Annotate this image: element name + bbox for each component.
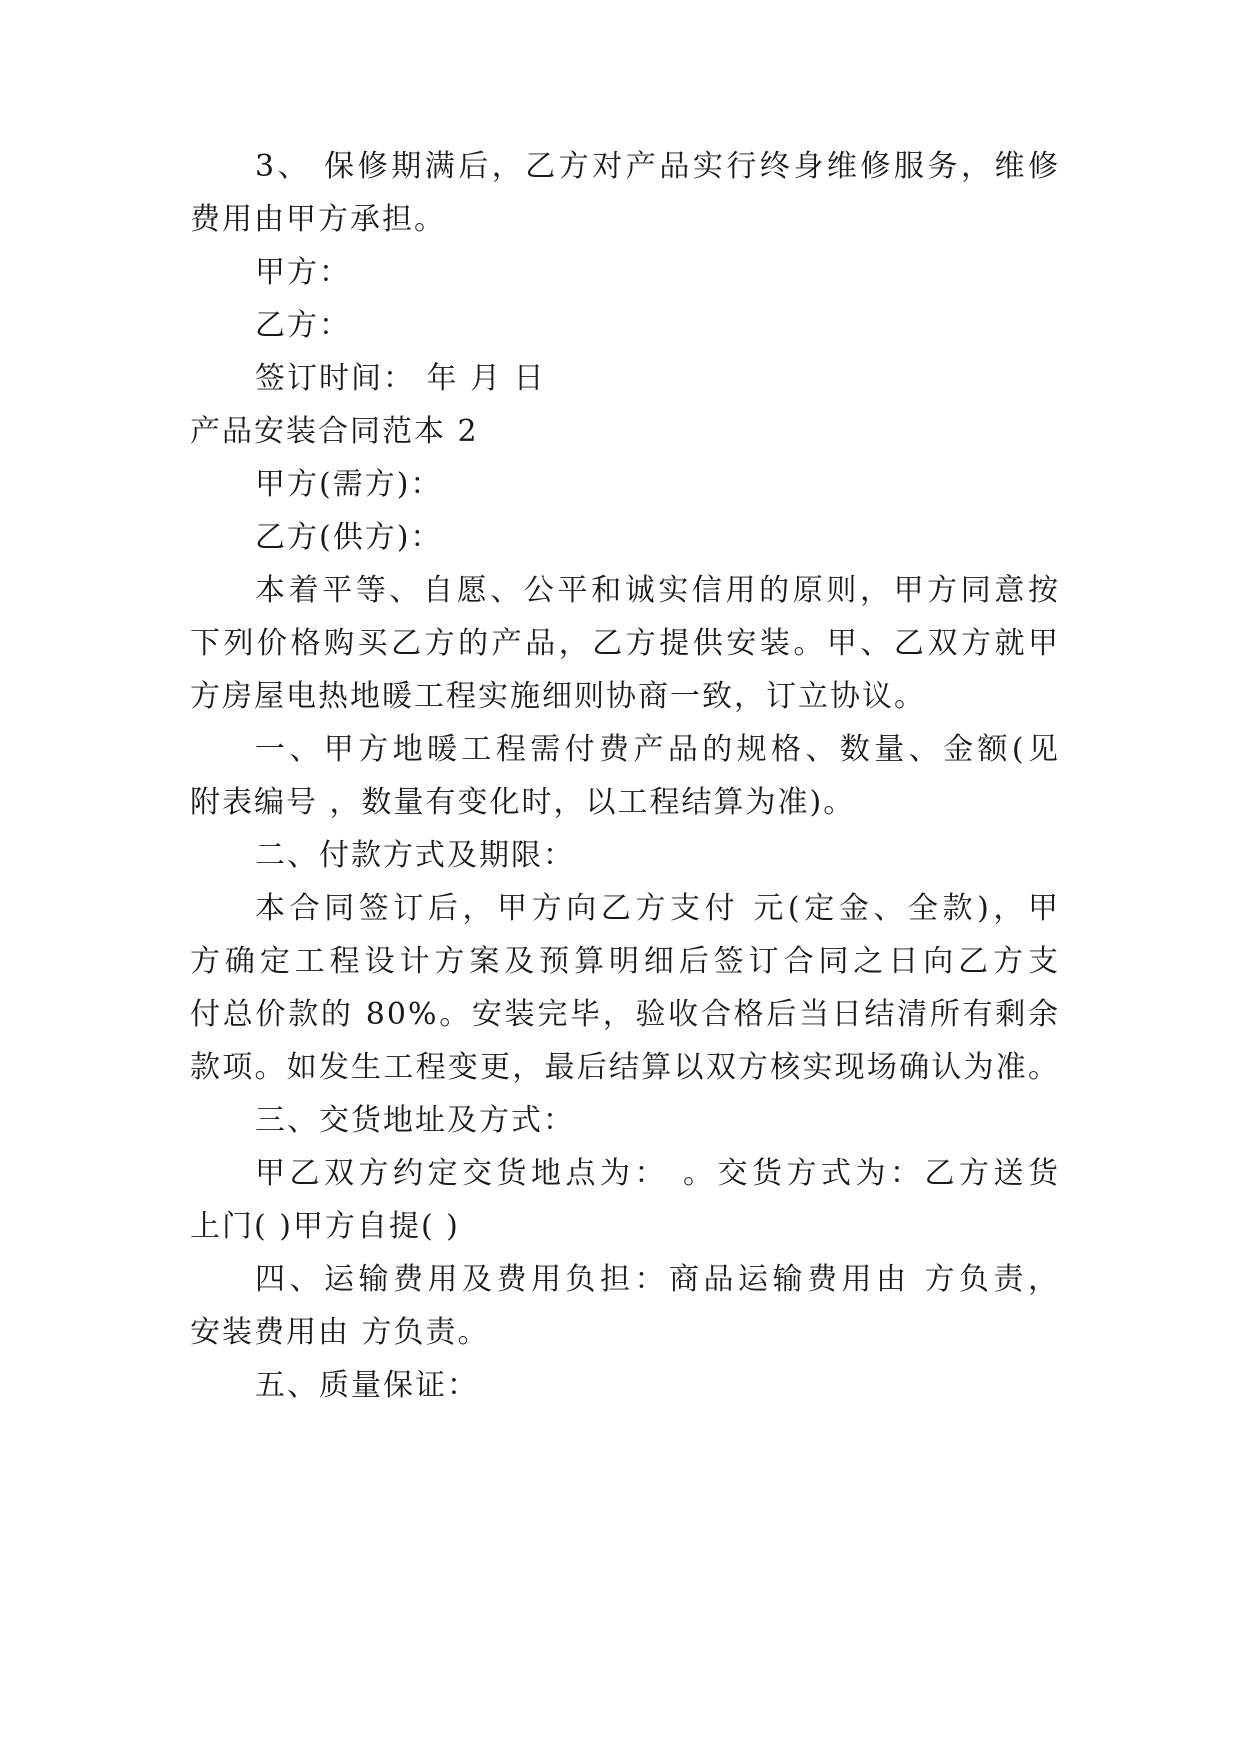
text-line: 甲乙双方约定交货地点为： 。交货方式为：乙方送货 [255, 1156, 1060, 1191]
text-line: 签订时间： 年 月 日 [255, 361, 546, 396]
text-line: 本着平等、自愿、公平和诚实信用的原则，甲方同意按 [255, 573, 1060, 608]
text-line: 二、付款方式及期限： [255, 838, 575, 873]
text-line: 3、 保修期满后，乙方对产品实行终身维修服务，维修 [255, 149, 1060, 184]
text-line: 上门( )甲方自提( ) [190, 1209, 460, 1244]
text-line: 方房屋电热地暖工程实施细则协商一致，订立协议。 [190, 679, 926, 714]
section-heading: 产品安装合同范本 2 [190, 414, 479, 449]
text-line: 方确定工程设计方案及预算明细后签订合同之日向乙方支 [190, 944, 1060, 979]
text-line: 附表编号 ，数量有变化时，以工程结算为准)。 [190, 785, 856, 820]
text-line: 甲方： [255, 255, 351, 290]
text-line: 安装费用由 方负责。 [190, 1315, 490, 1350]
text-line: 乙方： [255, 308, 351, 343]
text-line: 费用由甲方承担。 [190, 202, 446, 237]
text-line: 五、质量保证： [255, 1368, 479, 1403]
text-line: 本合同签订后，甲方向乙方支付 元(定金、全款)，甲 [255, 891, 1060, 926]
text-line: 甲方(需方)： [255, 467, 443, 502]
text-line: 一、甲方地暖工程需付费产品的规格、数量、金额(见 [255, 732, 1060, 767]
text-line: 付总价款的 80%。安装完毕，验收合格后当日结清所有剩余 [190, 997, 1060, 1032]
text-line: 四、运输费用及费用负担：商品运输费用由 方负责， [255, 1262, 1060, 1297]
text-line: 款项。如发生工程变更，最后结算以双方核实现场确认为准。 [190, 1050, 1060, 1085]
text-line: 下列价格购买乙方的产品，乙方提供安装。甲、乙双方就甲 [190, 626, 1060, 661]
text-line: 三、交货地址及方式： [255, 1103, 575, 1138]
text-line: 乙方(供方)： [255, 520, 443, 555]
